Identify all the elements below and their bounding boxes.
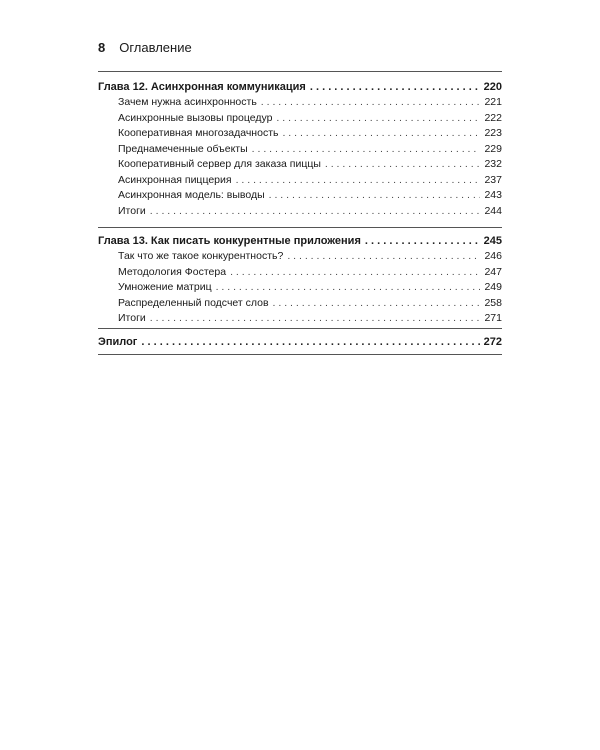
section-title: Итоги (118, 204, 146, 217)
section-page: 223 (484, 127, 502, 139)
page-number: 8 (98, 40, 106, 55)
toc-chapter-entry[interactable] (98, 334, 502, 350)
toc-section-entry[interactable] (98, 142, 502, 158)
toc-section-entry[interactable] (98, 126, 502, 142)
section-page: 249 (484, 281, 502, 293)
section-title: Так что же такое конкурентность? (118, 250, 284, 262)
dot-leader (325, 157, 481, 173)
dot-leader (216, 280, 481, 296)
dot-leader (310, 79, 480, 95)
section-page: 237 (484, 173, 502, 186)
dot-leader (252, 142, 481, 158)
chapter-title: Глава 12. Асинхронная коммуникация (98, 81, 306, 93)
chapter-page: 245 (483, 235, 502, 247)
section-title: Асинхронные вызовы процедур (118, 111, 273, 124)
running-head (98, 40, 192, 56)
dot-leader (282, 126, 480, 142)
section-page: 243 (484, 189, 502, 201)
section-title: Преднамеченные объекты (118, 142, 248, 155)
divider (98, 227, 502, 228)
section-page: 244 (484, 204, 502, 217)
dot-leader (365, 233, 480, 249)
section-page: 247 (484, 265, 502, 278)
divider (98, 328, 502, 329)
section-page: 258 (484, 296, 502, 309)
chapter-page: 220 (483, 81, 502, 93)
toc-chapter-entry[interactable] (98, 79, 502, 95)
dot-leader (230, 265, 480, 281)
divider-bottom (98, 354, 502, 355)
dot-leader (150, 311, 481, 327)
chapter-title: Глава 13. Как писать конкурентные приложения (98, 235, 361, 247)
section-title: Методология Фостера (118, 265, 227, 278)
section-title: Умножение матриц (118, 281, 212, 293)
section-page: 222 (484, 111, 502, 124)
toc-section-entry[interactable] (98, 265, 502, 281)
section-title: Асинхронная пиццерия (118, 173, 232, 186)
chapter-page: 272 (483, 336, 502, 348)
dot-leader (141, 334, 479, 350)
toc-section-entry[interactable] (98, 188, 502, 204)
toc-section-entry[interactable] (98, 95, 502, 111)
divider-top (98, 71, 502, 72)
section-title: Зачем нужна асинхронность (118, 96, 257, 108)
toc-section-entry[interactable] (98, 296, 502, 312)
section-title: Кооперативная многозадачность (118, 127, 279, 139)
dot-leader (269, 188, 481, 204)
section-page: 246 (484, 250, 502, 262)
toc-section-entry[interactable] (98, 280, 502, 296)
section-title: Распределенный подсчет слов (118, 296, 269, 309)
toc-chapter-12 (98, 79, 502, 219)
chapter-title: Эпилог (98, 336, 138, 348)
toc-section-entry[interactable] (98, 204, 502, 220)
toc-section-entry[interactable] (98, 173, 502, 189)
section-title: Кооперативный сервер для заказа пиццы (118, 158, 321, 170)
toc-section-entry[interactable] (98, 111, 502, 127)
section-page: 271 (484, 312, 502, 324)
section-page: 232 (484, 158, 502, 170)
toc-chapter-entry[interactable] (98, 233, 502, 249)
toc-section-entry[interactable] (98, 249, 502, 265)
toc-epilogue (98, 334, 502, 350)
dot-leader (287, 249, 480, 265)
section-title: Асинхронная модель: выводы (118, 189, 265, 201)
section-title: Итоги (118, 312, 146, 324)
running-head-title: Оглавление (119, 40, 192, 55)
dot-leader (273, 296, 481, 312)
section-page: 221 (484, 96, 502, 108)
toc-section-entry[interactable] (98, 311, 502, 327)
toc-section-entry[interactable] (98, 157, 502, 173)
toc-chapter-13 (98, 233, 502, 327)
dot-leader (276, 111, 480, 127)
dot-leader (236, 173, 481, 189)
dot-leader (150, 204, 481, 220)
dot-leader (261, 95, 481, 111)
section-page: 229 (484, 142, 502, 155)
